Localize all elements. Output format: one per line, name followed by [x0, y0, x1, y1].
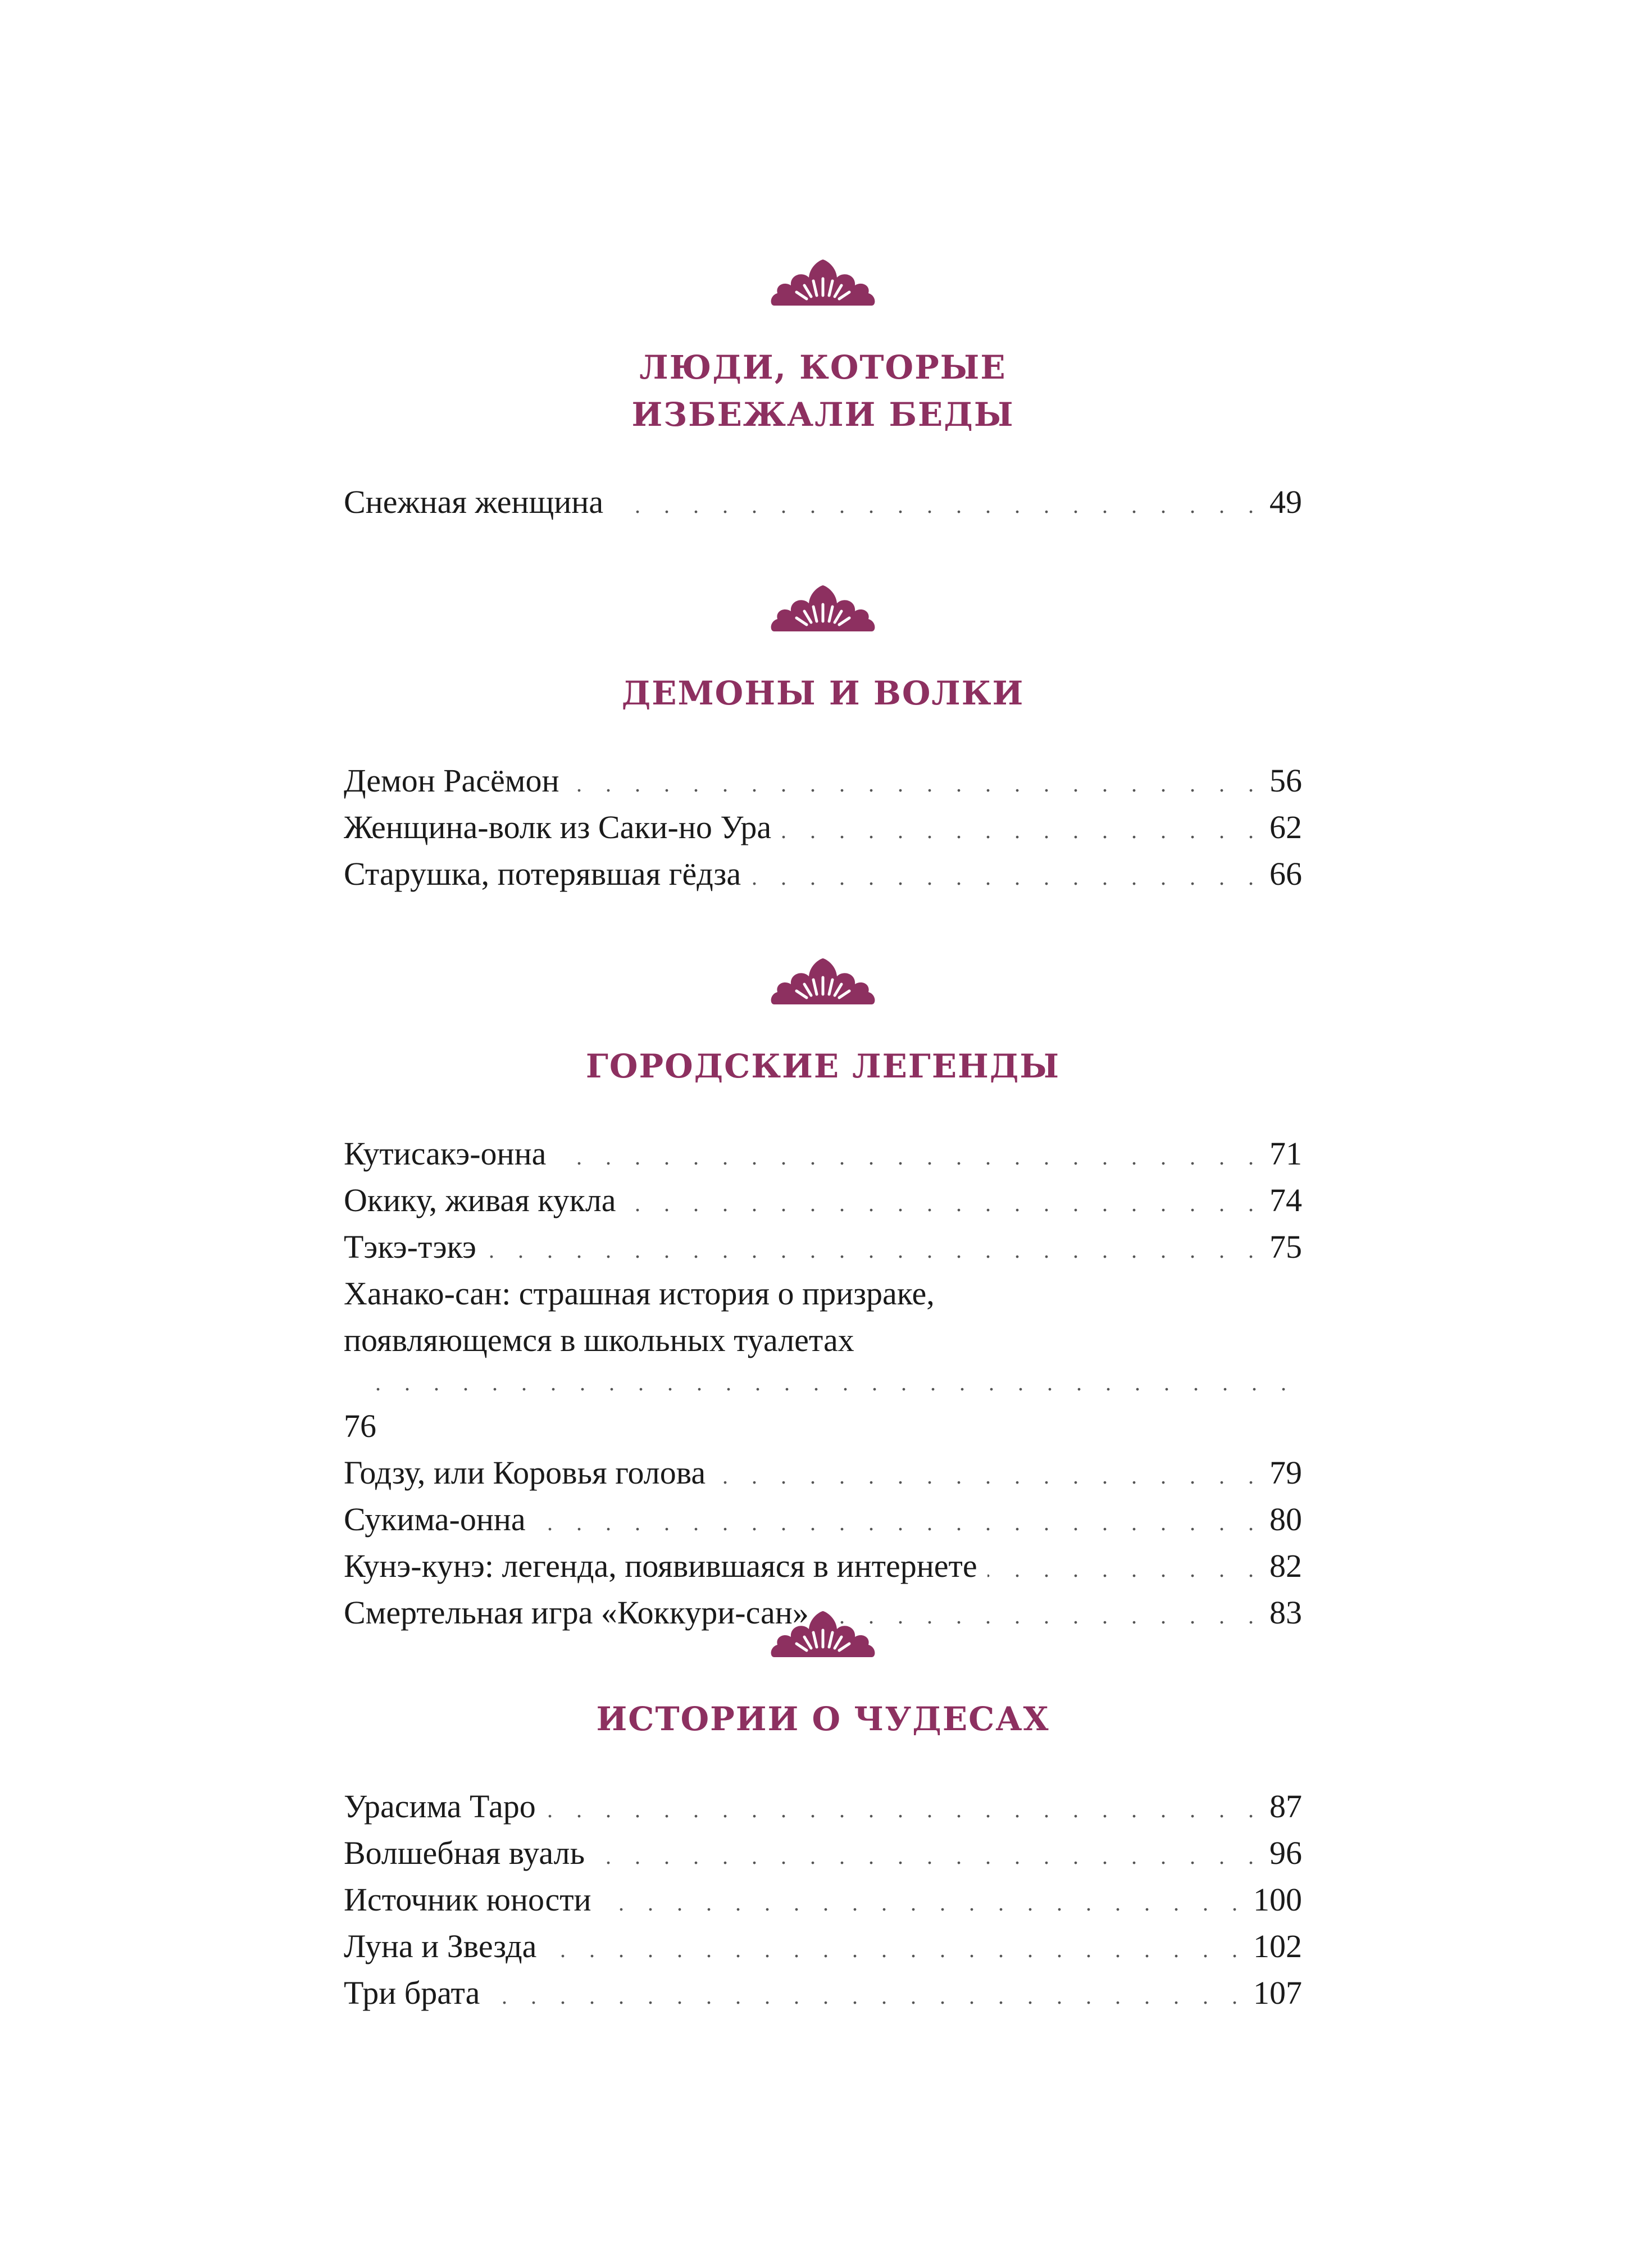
section-heading	[344, 670, 1302, 717]
section-heading	[344, 1695, 1302, 1743]
entry-title: Волшебная вуаль	[344, 1835, 585, 1871]
entry-title: Женщина-волк из Саки-но Ура	[344, 809, 772, 845]
toc-entry[interactable]	[344, 757, 1302, 804]
entry-title: Снежная женщина	[344, 484, 604, 520]
entry-title: Демон Расёмон	[344, 762, 559, 799]
dot-leader	[354, 1363, 1295, 1403]
entry-page-number: 80	[1269, 1501, 1302, 1538]
toc-section-miracle-stories	[344, 1608, 1302, 2016]
entry-page-number: 96	[1269, 1835, 1302, 1871]
fan-cloud-ornament-icon	[770, 582, 876, 634]
dot-leader	[486, 1231, 1263, 1270]
entry-page-number: 56	[1269, 762, 1302, 799]
toc-entry[interactable]	[344, 1923, 1302, 1969]
toc-section-demons-wolves	[344, 582, 1302, 897]
entry-title: Смертельная игра «Коккури-сан»	[344, 1594, 809, 1631]
toc-entry[interactable]	[344, 479, 1302, 525]
entry-page-number: 76	[344, 1408, 376, 1444]
entry-page-number: 62	[1269, 809, 1302, 845]
entry-page-number: 107	[1253, 1975, 1302, 2011]
entry-title: появляющемся в школьных туалетах	[344, 1322, 854, 1358]
entry-title: Старушка, потерявшая гёдза	[344, 856, 741, 892]
dot-leader	[716, 1457, 1263, 1496]
toc-entry[interactable]	[344, 804, 1302, 850]
toc-entry[interactable]	[344, 1449, 1302, 1496]
toc-entry[interactable]	[344, 1830, 1302, 1876]
fan-cloud-ornament-icon	[770, 955, 876, 1007]
entry-title: Тэкэ-тэкэ	[344, 1229, 476, 1265]
entry-title: Три брата	[344, 1975, 480, 2011]
dot-leader	[547, 1930, 1246, 1969]
heading-line: ЛЮДИ, КОТОРЫЕ	[639, 348, 1007, 386]
fan-cloud-ornament-icon	[770, 256, 876, 308]
toc-entry[interactable]	[344, 1969, 1302, 2016]
heading-line: ГОРОДСКИЕ ЛЕГЕНДЫ	[585, 1047, 1061, 1085]
entry-page-number: 49	[1269, 484, 1302, 520]
toc-section-urban-legends	[344, 955, 1302, 1636]
toc-entry[interactable]	[344, 1223, 1302, 1270]
entry-title-line1: Ханако-сан: страшная история о призраке,	[344, 1275, 935, 1312]
dot-leader	[546, 1790, 1263, 1830]
entry-title: Кутисакэ-онна	[344, 1135, 547, 1172]
entry-page-number: 75	[1269, 1229, 1302, 1265]
toc-entry-list	[344, 757, 1302, 897]
dot-leader	[536, 1503, 1263, 1543]
entry-title: Источник юности	[344, 1881, 591, 1918]
heading-line: ИЗБЕЖАЛИ БЕДЫ	[631, 395, 1014, 434]
toc-entry[interactable]	[344, 850, 1302, 897]
entry-page-number: 79	[1269, 1454, 1302, 1491]
section-heading	[344, 344, 1302, 438]
dot-leader	[626, 1184, 1263, 1223]
entry-page-number: 83	[1269, 1594, 1302, 1631]
dot-leader	[490, 1977, 1246, 2016]
entry-page-number: 82	[1269, 1548, 1302, 1584]
entry-title: Кунэ-кунэ: легенда, появившаяся в интернете	[344, 1548, 977, 1584]
toc-entry-list	[344, 479, 1302, 525]
toc-entry[interactable]	[344, 1783, 1302, 1830]
toc-entry-list	[344, 1783, 1302, 2016]
dot-leader	[570, 765, 1263, 804]
entry-page-number: 71	[1269, 1135, 1302, 1172]
entry-title: Луна и Звезда	[344, 1928, 537, 1964]
toc-entry-list	[344, 1130, 1302, 1636]
entry-page-number: 87	[1269, 1788, 1302, 1825]
entry-title: Окику, живая кукла	[344, 1182, 616, 1218]
toc-entry[interactable]	[344, 1130, 1302, 1177]
fan-cloud-ornament-icon	[770, 1608, 876, 1659]
dot-leader	[602, 1884, 1246, 1923]
dot-leader	[613, 486, 1263, 525]
dot-leader	[751, 858, 1263, 897]
toc-entry[interactable]	[344, 1270, 1302, 1449]
dot-leader	[556, 1138, 1263, 1177]
dot-leader	[781, 811, 1263, 850]
toc-entry[interactable]	[344, 1876, 1302, 1923]
entry-title: Годзу, или Коровья голова	[344, 1454, 706, 1491]
toc-section-people-escaped	[344, 256, 1302, 525]
entry-title: Сукима-онна	[344, 1501, 526, 1538]
toc-entry[interactable]	[344, 1543, 1302, 1589]
toc-entry[interactable]	[344, 1177, 1302, 1223]
section-heading	[344, 1043, 1302, 1090]
dot-leader	[595, 1837, 1263, 1876]
heading-line: ИСТОРИИ О ЧУДЕСАХ	[596, 1700, 1050, 1738]
entry-page-number: 66	[1269, 856, 1302, 892]
entry-page-number: 102	[1253, 1928, 1302, 1964]
entry-title: Урасима Таро	[344, 1788, 536, 1825]
dot-leader	[987, 1550, 1263, 1589]
heading-line: ДЕМОНЫ И ВОЛКИ	[621, 674, 1025, 712]
toc-entry[interactable]	[344, 1496, 1302, 1543]
entry-page-number: 100	[1253, 1881, 1302, 1918]
entry-page-number: 74	[1269, 1182, 1302, 1218]
